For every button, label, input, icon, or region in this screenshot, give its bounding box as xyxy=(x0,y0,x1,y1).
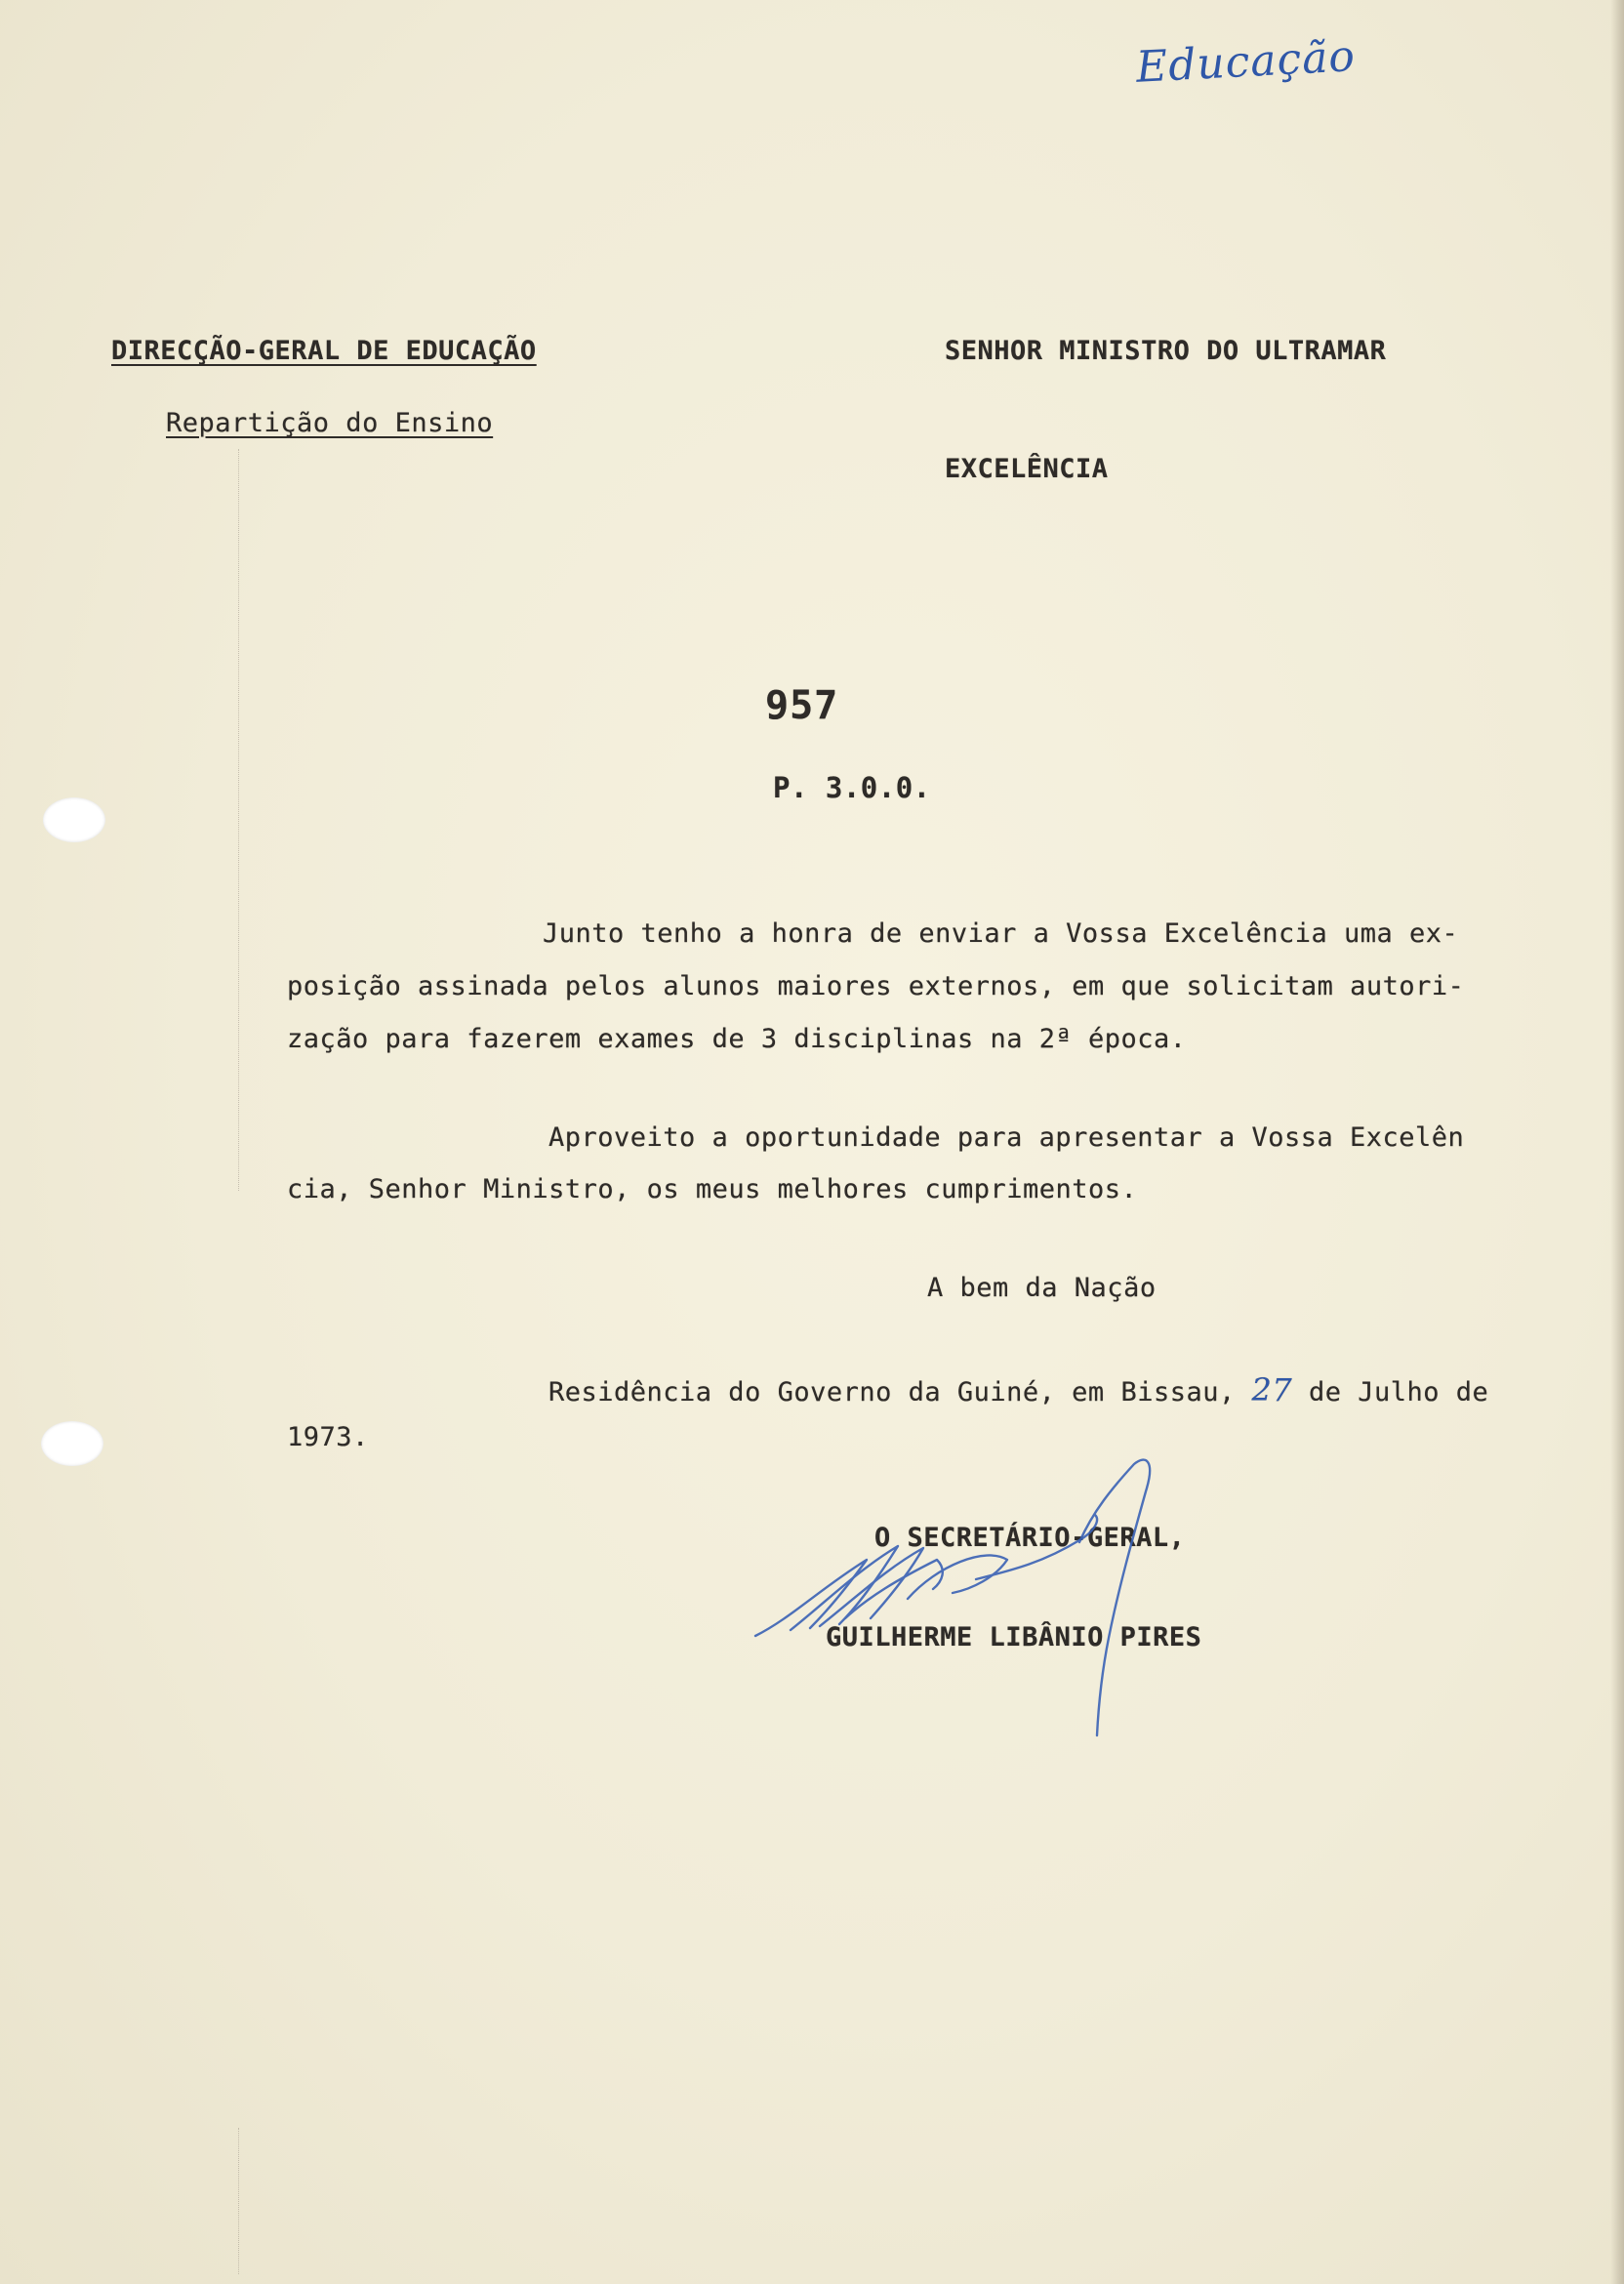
paragraph-1-line-1: Junto tenho a honra de enviar a Vossa Excelência uma ex- xyxy=(543,918,1459,949)
punch-hole-bottom xyxy=(41,1421,103,1466)
punch-hole-top xyxy=(43,797,105,842)
margin-fold-line-lower xyxy=(238,2128,239,2274)
paragraph-1-line-3: zação para fazerem exames de 3 disciplinas na 2ª época. xyxy=(287,1024,1187,1054)
section-heading: Repartição do Ensino xyxy=(166,408,494,438)
handwritten-signature xyxy=(751,1452,1259,1745)
closing-formula: A bem da Nação xyxy=(927,1273,1157,1303)
margin-fold-line xyxy=(238,449,239,1191)
handwritten-annotation: Educação xyxy=(1134,31,1358,93)
dateline xyxy=(548,1371,1488,1408)
paragraph-1-line-2: posição assinada pelos alunos maiores externos, em que solicitam autori- xyxy=(287,971,1465,1001)
dateline-suffix: de Julho de xyxy=(1308,1377,1489,1407)
process-code: P. 3.0.0. xyxy=(773,771,931,804)
addressee: SENHOR MINISTRO DO ULTRAMAR xyxy=(945,336,1387,366)
signatory-title: O SECRETÁRIO-GERAL, xyxy=(874,1523,1186,1553)
salutation: EXCELÊNCIA xyxy=(945,454,1109,484)
department-heading: DIRECÇÃO-GERAL DE EDUCAÇÃO xyxy=(111,336,537,366)
paragraph-2-line-1: Aproveito a oportunidade para apresentar a Vossa Excelên xyxy=(548,1122,1465,1153)
paragraph-2-line-2: cia, Senhor Ministro, os meus melhores cumprimentos. xyxy=(287,1174,1138,1204)
paper-edge-shadow xyxy=(1610,0,1624,2284)
dateline-day: 27 xyxy=(1251,1371,1293,1408)
signatory-name: GUILHERME LIBÂNIO PIRES xyxy=(826,1622,1202,1652)
dateline-prefix: Residência do Governo da Guiné, em Bissau, xyxy=(548,1377,1236,1407)
dateline-year: 1973. xyxy=(287,1422,369,1452)
reference-number: 957 xyxy=(765,683,839,728)
